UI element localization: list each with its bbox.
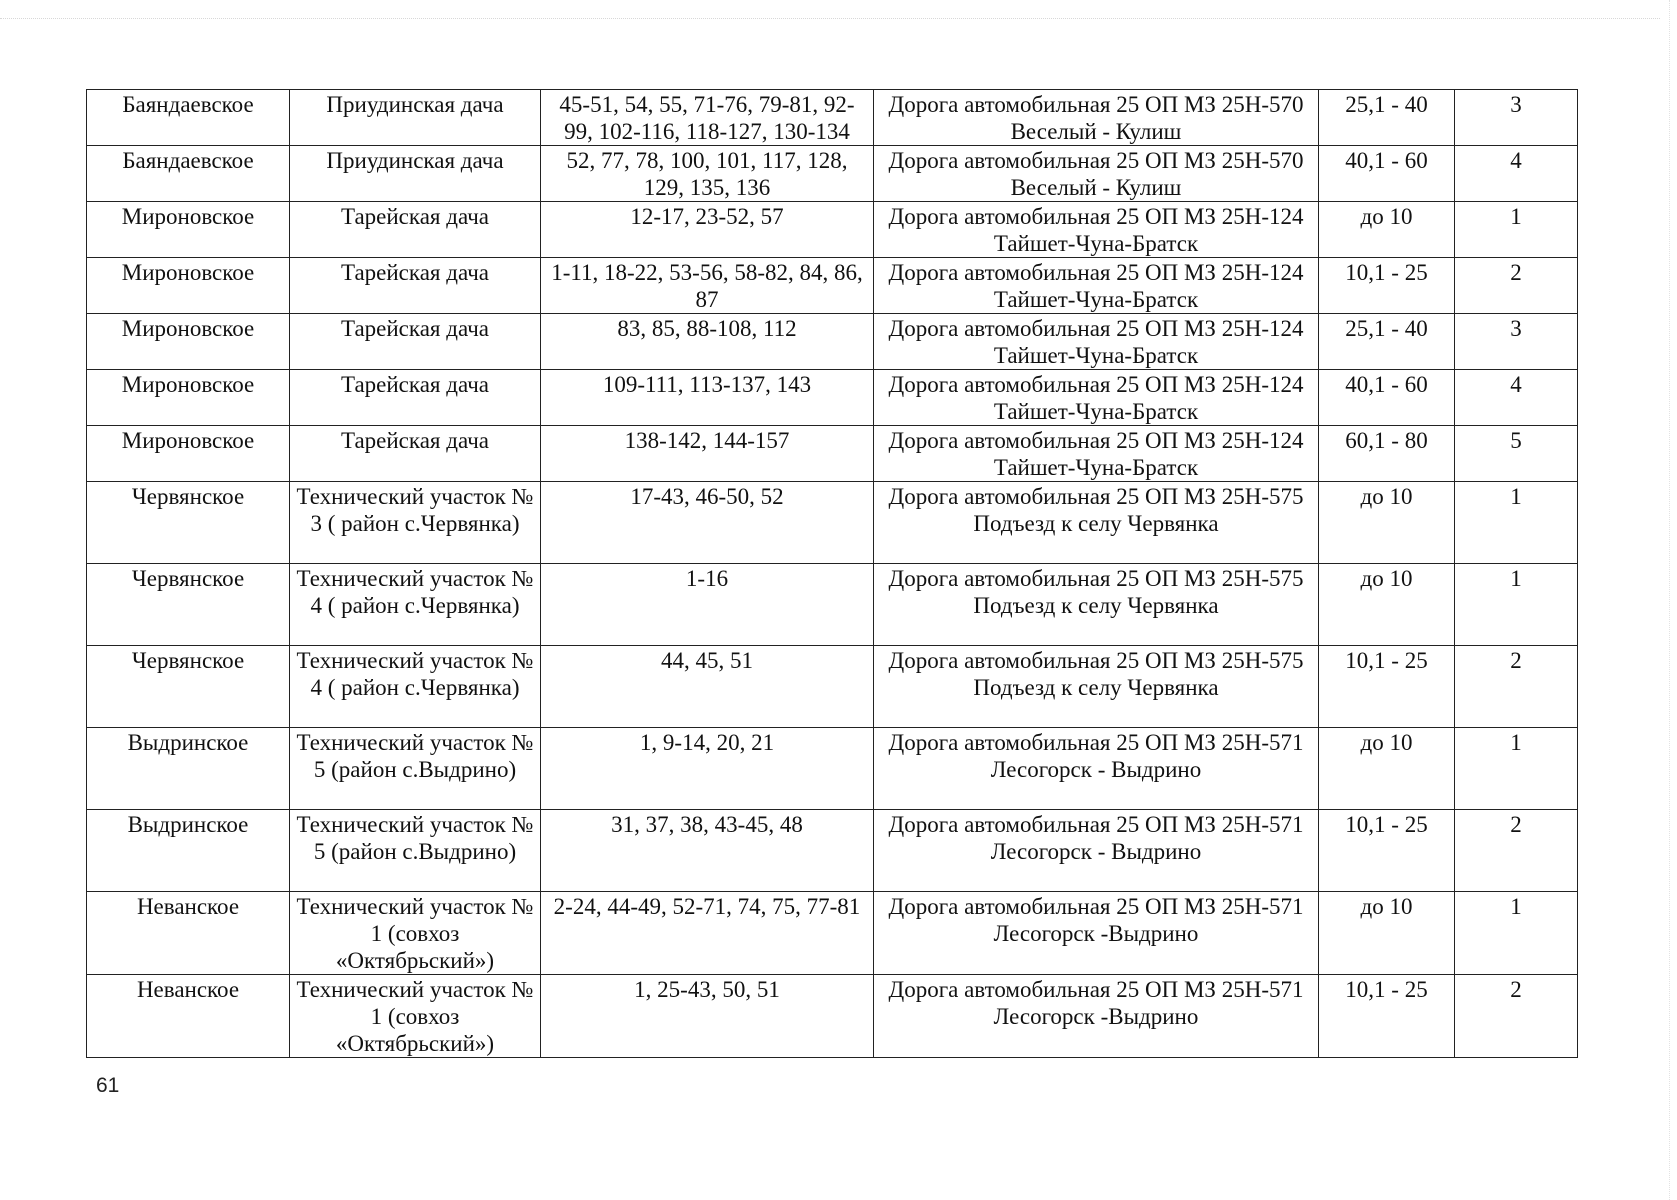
table-row (87, 202, 1578, 258)
cell-settlement: Неванское (87, 975, 290, 1058)
table-row (87, 810, 1578, 892)
cell-settlement: Мироновское (87, 258, 290, 314)
cell-distance: 10,1 - 25 (1319, 975, 1455, 1058)
cell-quarters: 109-111, 113-137, 143 (541, 370, 874, 426)
cell-distance: 40,1 - 60 (1319, 146, 1455, 202)
cell-road: Дорога автомобильная 25 ОП МЗ 25Н-571 Лесогорск -Выдрино (874, 975, 1319, 1058)
cell-distance: 10,1 - 25 (1319, 646, 1455, 728)
table-row (87, 314, 1578, 370)
cell-distance: 40,1 - 60 (1319, 370, 1455, 426)
cell-distance: до 10 (1319, 482, 1455, 564)
cell-distance: 25,1 - 40 (1319, 90, 1455, 146)
scan-right-edge (1669, 0, 1671, 1200)
table-row (87, 482, 1578, 564)
cell-zone: 1 (1455, 892, 1578, 975)
cell-forestry: Приудинская дача (290, 90, 541, 146)
table-row (87, 146, 1578, 202)
cell-quarters: 1-16 (541, 564, 874, 646)
cell-distance: 25,1 - 40 (1319, 314, 1455, 370)
cell-road: Дорога автомобильная 25 ОП МЗ 25Н-575 Подъезд к селу Червянка (874, 564, 1319, 646)
table-row (87, 564, 1578, 646)
cell-zone: 3 (1455, 314, 1578, 370)
cell-quarters: 1, 9-14, 20, 21 (541, 728, 874, 810)
cell-quarters: 1, 25-43, 50, 51 (541, 975, 874, 1058)
cell-zone: 2 (1455, 258, 1578, 314)
cell-distance: до 10 (1319, 202, 1455, 258)
forestry-table (86, 89, 1578, 1058)
cell-forestry: Приудинская дача (290, 146, 541, 202)
cell-forestry: Тарейская дача (290, 426, 541, 482)
cell-settlement: Выдринское (87, 728, 290, 810)
cell-road: Дорога автомобильная 25 ОП МЗ 25Н-570 Веселый - Кулиш (874, 90, 1319, 146)
page-number: 61 (96, 1074, 120, 1097)
cell-quarters: 1-11, 18-22, 53-56, 58-82, 84, 86, 87 (541, 258, 874, 314)
cell-quarters: 17-43, 46-50, 52 (541, 482, 874, 564)
cell-forestry: Технический участок № 3 ( район с.Червянка) (290, 482, 541, 564)
cell-forestry: Технический участок № 5 (район с.Выдрино) (290, 810, 541, 892)
cell-quarters: 31, 37, 38, 43-45, 48 (541, 810, 874, 892)
cell-zone: 3 (1455, 90, 1578, 146)
cell-forestry: Тарейская дача (290, 258, 541, 314)
cell-forestry: Тарейская дача (290, 370, 541, 426)
cell-road: Дорога автомобильная 25 ОП МЗ 25Н-124 Тайшет-Чуна-Братск (874, 370, 1319, 426)
cell-settlement: Червянское (87, 646, 290, 728)
cell-settlement: Баяндаевское (87, 146, 290, 202)
cell-road: Дорога автомобильная 25 ОП МЗ 25Н-124 Тайшет-Чуна-Братск (874, 426, 1319, 482)
cell-forestry: Тарейская дача (290, 314, 541, 370)
cell-quarters: 138-142, 144-157 (541, 426, 874, 482)
cell-settlement: Выдринское (87, 810, 290, 892)
cell-settlement: Мироновское (87, 370, 290, 426)
cell-settlement: Неванское (87, 892, 290, 975)
cell-zone: 2 (1455, 810, 1578, 892)
scan-top-edge (0, 18, 1660, 20)
cell-quarters: 2-24, 44-49, 52-71, 74, 75, 77-81 (541, 892, 874, 975)
cell-zone: 1 (1455, 564, 1578, 646)
cell-road: Дорога автомобильная 25 ОП МЗ 25Н-124 Тайшет-Чуна-Братск (874, 202, 1319, 258)
cell-settlement: Мироновское (87, 426, 290, 482)
cell-settlement: Мироновское (87, 314, 290, 370)
cell-zone: 2 (1455, 646, 1578, 728)
cell-zone: 4 (1455, 370, 1578, 426)
cell-quarters: 44, 45, 51 (541, 646, 874, 728)
cell-settlement: Червянское (87, 482, 290, 564)
cell-zone: 1 (1455, 728, 1578, 810)
cell-zone: 1 (1455, 482, 1578, 564)
cell-forestry: Тарейская дача (290, 202, 541, 258)
cell-quarters: 83, 85, 88-108, 112 (541, 314, 874, 370)
table-body (87, 90, 1578, 1058)
cell-forestry: Технический участок № 1 (совхоз «Октябрьский») (290, 975, 541, 1058)
cell-zone: 1 (1455, 202, 1578, 258)
cell-quarters: 45-51, 54, 55, 71-76, 79-81, 92-99, 102-116, 118-127, 130-134 (541, 90, 874, 146)
cell-road: Дорога автомобильная 25 ОП МЗ 25Н-575 Подъезд к селу Червянка (874, 646, 1319, 728)
cell-forestry: Технический участок № 4 ( район с.Червянка) (290, 646, 541, 728)
table-row (87, 258, 1578, 314)
table-row (87, 370, 1578, 426)
cell-zone: 4 (1455, 146, 1578, 202)
table-row (87, 90, 1578, 146)
table-row (87, 646, 1578, 728)
cell-quarters: 12-17, 23-52, 57 (541, 202, 874, 258)
cell-settlement: Баяндаевское (87, 90, 290, 146)
cell-forestry: Технический участок № 4 ( район с.Червянка) (290, 564, 541, 646)
cell-forestry: Технический участок № 1 (совхоз «Октябрьский») (290, 892, 541, 975)
cell-road: Дорога автомобильная 25 ОП МЗ 25Н-570 Веселый - Кулиш (874, 146, 1319, 202)
cell-forestry: Технический участок № 5 (район с.Выдрино) (290, 728, 541, 810)
cell-road: Дорога автомобильная 25 ОП МЗ 25Н-124 Тайшет-Чуна-Братск (874, 258, 1319, 314)
cell-settlement: Мироновское (87, 202, 290, 258)
table-row (87, 892, 1578, 975)
cell-road: Дорога автомобильная 25 ОП МЗ 25Н-124 Тайшет-Чуна-Братск (874, 314, 1319, 370)
cell-distance: 10,1 - 25 (1319, 810, 1455, 892)
cell-settlement: Червянское (87, 564, 290, 646)
cell-zone: 5 (1455, 426, 1578, 482)
cell-road: Дорога автомобильная 25 ОП МЗ 25Н-575 Подъезд к селу Червянка (874, 482, 1319, 564)
cell-road: Дорога автомобильная 25 ОП МЗ 25Н-571 Лесогорск - Выдрино (874, 728, 1319, 810)
cell-distance: до 10 (1319, 892, 1455, 975)
cell-zone: 2 (1455, 975, 1578, 1058)
table-row (87, 728, 1578, 810)
cell-distance: 60,1 - 80 (1319, 426, 1455, 482)
cell-distance: до 10 (1319, 564, 1455, 646)
cell-road: Дорога автомобильная 25 ОП МЗ 25Н-571 Лесогорск - Выдрино (874, 810, 1319, 892)
table-row (87, 426, 1578, 482)
cell-distance: до 10 (1319, 728, 1455, 810)
cell-distance: 10,1 - 25 (1319, 258, 1455, 314)
cell-road: Дорога автомобильная 25 ОП МЗ 25Н-571 Лесогорск -Выдрино (874, 892, 1319, 975)
cell-quarters: 52, 77, 78, 100, 101, 117, 128, 129, 135, 136 (541, 146, 874, 202)
table-row (87, 975, 1578, 1058)
